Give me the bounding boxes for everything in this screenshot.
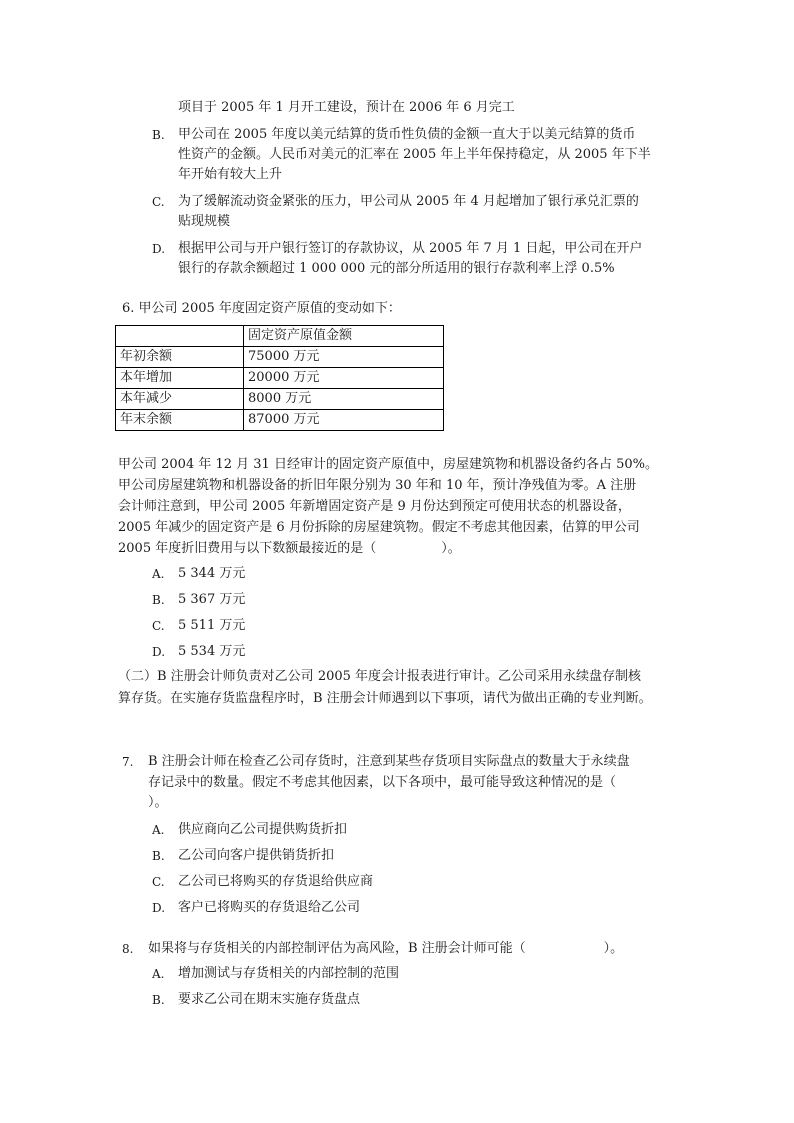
q6-paragraph-line3: 会计师注意到，甲公司 2005 年新增固定资产是 9 月份达到预定可使用状态的机器设备， [118,499,631,514]
q5-option-b-line1: 甲公司在 2005 年度以美元结算的货币性负债的金额一直大于以美元结算的货币 [178,127,636,142]
q5-option-d-mark: D. [152,242,166,256]
q7-stem-line2: 存记录中的数量。假定不考虑其他因素，以下各项中，最可能导致这种情况的是（ [148,775,617,790]
q7-option-b-mark: B. [152,849,165,863]
q7-option-c-mark: C. [152,875,165,889]
q8-number: 8. [122,942,134,956]
q7-option-c: 乙公司已将购买的存货退给供应商 [178,874,374,889]
table-header-cell: 固定资产原值金额 [244,326,444,347]
table-row [116,368,444,389]
q5-option-d-line2: 银行的存款余额超过 1 000 000 元的部分所适用的银行存款利率上浮 0.5% [178,261,615,276]
section2-intro-line2: 算存货。在实施存货监盘程序时，B 注册会计师遇到以下事项，请代为做出正确的专业判断。 [118,691,652,706]
table-cell: 20000 万元 [244,368,444,389]
table-row [116,410,444,431]
q5-option-b-line3: 年开始有较大上升 [178,167,283,182]
q5-option-c-line2: 贴现规模 [178,214,231,229]
q8-option-b: 要求乙公司在期末实施存货盘点 [178,992,361,1007]
q6-paragraph-line5: 2005 年度折旧费用与以下数额最接近的是（ ）。 [118,541,461,556]
table-cell: 87000 万元 [244,410,444,431]
q7-number: 7. [122,755,134,769]
q6-option-a: 5 344 万元 [178,566,246,581]
q7-stem-line3: ）。 [148,795,168,810]
table-cell: 年末余额 [116,410,244,431]
q7-option-a-mark: A. [152,823,165,837]
q6-option-d-mark: D. [152,645,166,659]
section2-intro-line1: （二）B 注册会计师负责对乙公司 2005 年度会计报表进行审计。乙公司采用永续盘存制核 [118,669,642,684]
table-cell: 本年增加 [116,368,244,389]
table-cell: 本年减少 [116,389,244,410]
table-row [116,389,444,410]
table-cell: 年初余额 [116,347,244,368]
q7-stem-line1: B 注册会计师在检查乙公司存货时，注意到某些存货项目实际盘点的数量大于永续盘 [148,754,630,769]
q7-option-d: 客户已将购买的存货退给乙公司 [178,900,361,915]
q6-option-a-mark: A. [152,567,165,581]
q6-option-b-mark: B. [152,593,165,607]
q7-option-b: 乙公司向客户提供销货折扣 [178,848,335,863]
q5-option-b-line2: 性资产的金额。人民币对美元的汇率在 2005 年上半年保持稳定，从 2005 年下半 [178,147,651,162]
q6-option-c: 5 511 万元 [178,618,246,633]
q5-option-c-mark: C. [152,195,165,209]
q6-paragraph-line2: 甲公司房屋建筑物和机器设备的折旧年限分别为 30 年和 10 年，预计净残值为零。A 注册 [118,478,637,493]
q6-option-c-mark: C. [152,619,165,633]
q5-option-c-line1: 为了缓解流动资金紧张的压力，甲公司从 2005 年 4 月起增加了银行承兑汇票的 [178,194,639,209]
q5-option-a-tail: 项目于 2005 年 1 月开工建设，预计在 2006 年 6 月完工 [178,100,515,115]
q5-option-b-mark: B. [152,128,165,142]
table-row [116,347,444,368]
q8-option-a-mark: A. [152,967,165,981]
table-cell: 75000 万元 [244,347,444,368]
q6-option-b: 5 367 万元 [178,592,246,607]
q6-stem: 6. 甲公司 2005 年度固定资产原值的变动如下： [122,301,401,316]
q6-paragraph-line4: 2005 年减少的固定资产是 6 月份拆除的房屋建筑物。假定不考虑其他因素，估算的甲公司 [118,520,640,535]
q5-option-d-line1: 根据甲公司与开户银行签订的存款协议，从 2005 年 7 月 1 日起，甲公司在开户 [178,241,643,256]
q6-option-d: 5 534 万元 [178,644,246,659]
table-header-row [116,326,444,347]
q6-paragraph-line1: 甲公司 2004 年 12 月 31 日经审计的固定资产原值中，房屋建筑物和机器设备约各占 50%。 [118,457,658,472]
q8-option-b-mark: B. [152,993,165,1007]
table-cell: 8000 万元 [244,389,444,410]
fixed-asset-table [115,325,444,431]
q8-option-a: 增加测试与存货相关的内部控制的范围 [178,966,400,981]
table-header-cell [116,326,244,347]
q7-option-a: 供应商向乙公司提供购货折扣 [178,822,348,837]
q7-option-d-mark: D. [152,901,166,915]
q8-stem: 如果将与存货相关的内部控制评估为高风险，B 注册会计师可能（ ）。 [148,941,624,956]
